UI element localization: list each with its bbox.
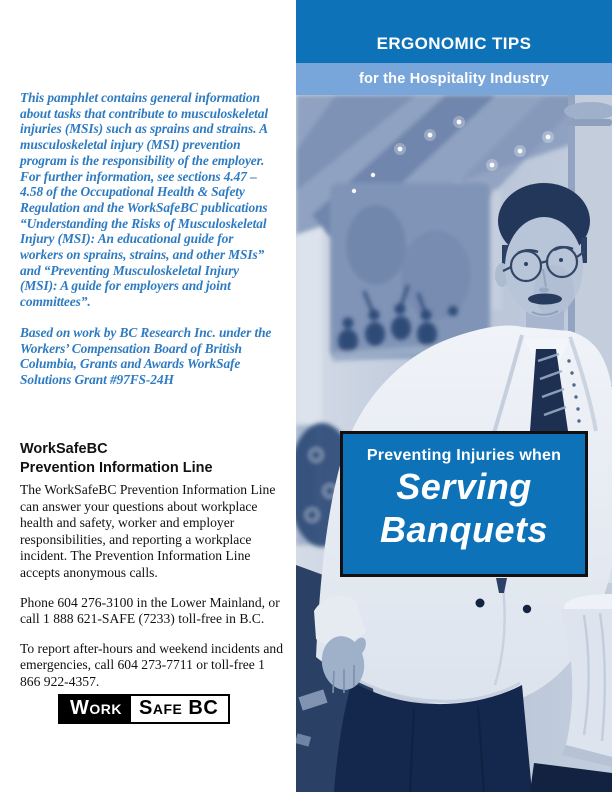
banner-line1: Preventing Injuries when (366, 447, 562, 464)
logo-work-segment: Work (60, 696, 131, 722)
photo-jacket-button (476, 599, 485, 608)
banner-box (340, 431, 588, 577)
header-subtitle-bar (296, 63, 612, 95)
intro-paragraph-2: Based on work by BC Research Inc. under the Workers’ Compensation Board of British Columbia, Grants and Awards WorkSafe Solutions Grant #97FS-24H (20, 324, 272, 387)
photo-jacket-button (523, 605, 531, 613)
info-body-paragraph: The WorkSafeBC Prevention Information Line can answer your questions about workplace health and safety, worker and employer responsibilities, and reporting a workplace incident. The Prevention Information Line accepts anonymous calls. (20, 482, 276, 580)
header-title: ERGONOMIC TIPS (376, 34, 532, 53)
info-heading-line1: WorkSafeBC (20, 441, 108, 457)
phone-paragraph-1: Phone 604 276-3100 in the Lower Mainland, or call 1 888 621-SAFE (7233) toll-free in B.C. (20, 594, 280, 627)
right-column (296, 0, 612, 792)
photo-waiter-mustache (528, 294, 562, 305)
intro-paragraph-1: This pamphlet contains general information about tasks that contribute to musculoskeletal injuries (MSIs) such as sprains and strains. A musculoskeletal injury (MSI) prevention program is the responsibility of the employer. For further information, see sections 4.47 – 4.58 of the Occupational Health & Safety Regulation and the WorkSafeBC publications “Understanding the Risks of Musculoskeletal Injury (MSI): An educational guide for workers on sprains, strains, and other MSIs” and “Preventing Musculoskeletal Injury (MSI): A guide for employers and joint committees”. (20, 90, 268, 310)
prevention-info-section (20, 440, 284, 691)
info-heading-line2: Prevention Information Line (20, 460, 213, 476)
intro-text-block (20, 90, 278, 403)
phone-paragraph-2: To report after-hours and weekend incidents and emergencies, call 604 273-7711 or toll-free 1 866 922-4357. (20, 640, 283, 689)
banner-line3: Banquets (379, 509, 549, 550)
worksafebc-logo (58, 694, 230, 724)
logo-safebc-segment: Safe BC (131, 696, 228, 722)
banner-line2: Serving (396, 466, 532, 507)
header-subtitle: for the Hospitality Industry (358, 71, 550, 87)
header-title-bar (296, 0, 612, 63)
info-heading (20, 440, 284, 478)
